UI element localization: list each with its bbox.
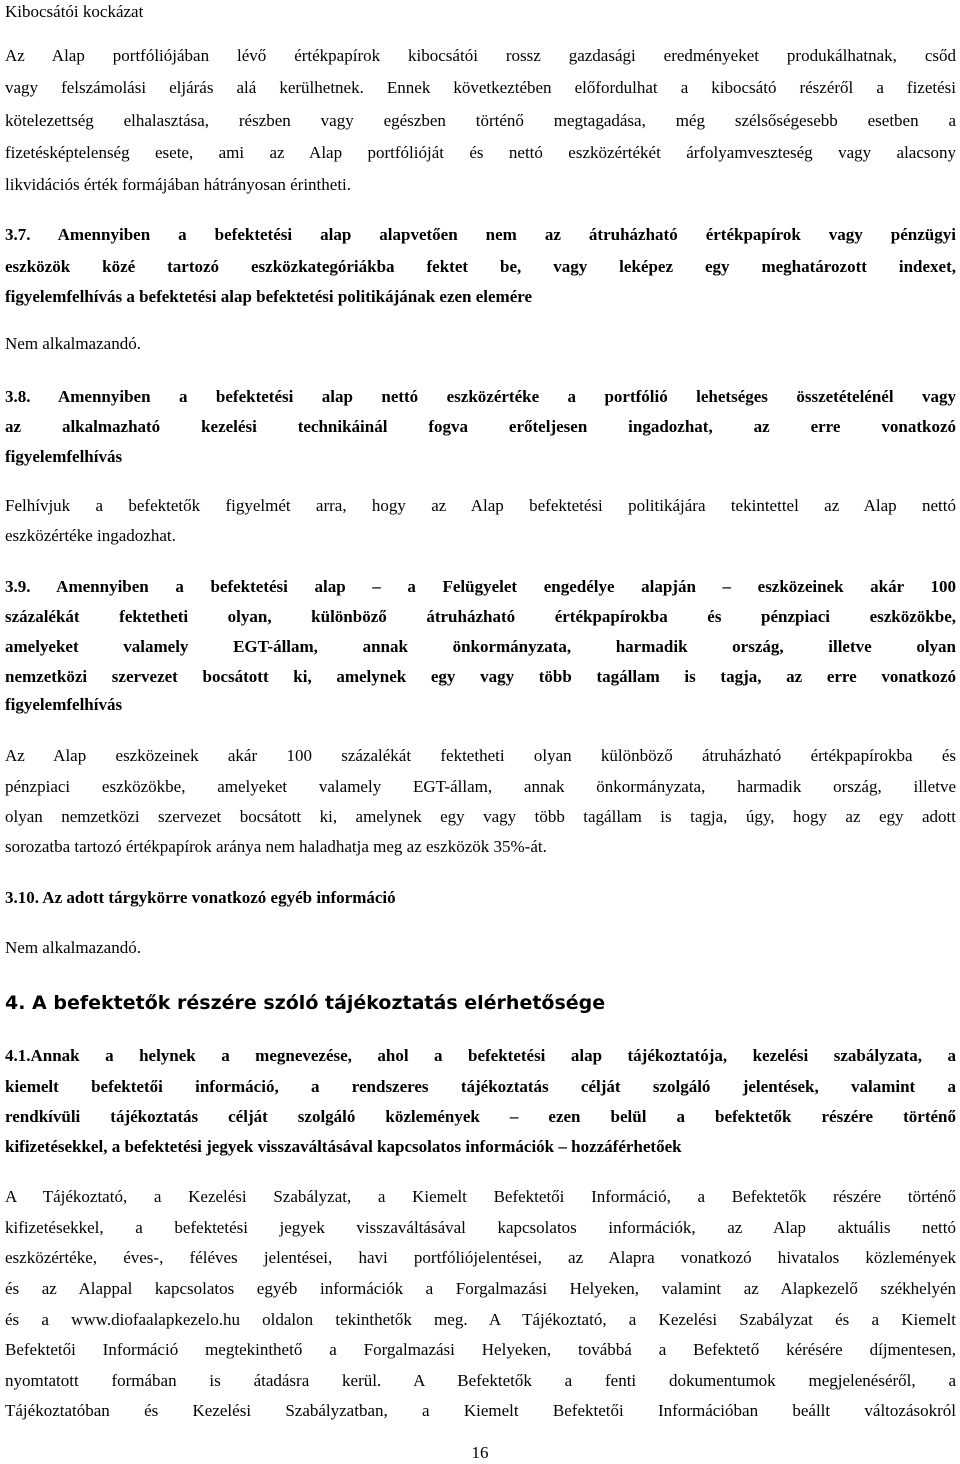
heading-4: 4. A befektetők részére szóló tájékoztatás elérhetősége [5, 992, 606, 1014]
paragraph-line: nyomtatott formában is átadásra kerül. A Befektetők a fenti dokumentumok megjelenéséről, a [5, 1371, 956, 1390]
heading-3-9-line: amelyeket valamely EGT-állam, annak önkormányzata, harmadik ország, illetve olyan [5, 637, 956, 656]
paragraph-line: Az Alap eszközeinek akár 100 százalékát fektetheti olyan különböző átruházható értékpapírokba és [5, 746, 956, 765]
paragraph-line: Felhívjuk a befektetők figyelmét arra, hogy az Alap befektetési politikájára tekintettel az Alap nettó [5, 496, 956, 515]
heading-3-8-line: az alkalmazható kezelési technikáinál fogva erőteljesen ingadozhat, az erre vonatkozó [5, 417, 956, 436]
paragraph-line: Tájékoztatóban és Kezelési Szabályzatban, a Kiemelt Befektetői Információban beállt változásokról [5, 1401, 956, 1420]
heading-3-10: 3.10. Az adott tárgykörre vonatkozó egyéb információ [5, 888, 396, 907]
paragraph-line: pénzpiaci eszközökbe, amelyeket valamely EGT-állam, annak önkormányzata, harmadik ország, illetve [5, 777, 956, 796]
paragraph-line: és a www.diofaalapkezelo.hu oldalon tekinthetők meg. A Tájékoztató, a Kezelési Szabályzat és a Kiemelt [5, 1310, 956, 1329]
paragraph-line: fizetésképtelenség esete, ami az Alap portfólióját és nettó eszközértékét árfolyamveszteség vagy alacsony [5, 143, 956, 162]
paragraph-line: eszközértéke, éves-, féléves jelentései, havi portfóliójelentései, az Alapra vonatkozó hivatalos közlemények [5, 1248, 956, 1267]
paragraph-line: Az Alap portfóliójában lévő értékpapírok kibocsátói rossz gazdasági eredményeket produkálhatnak, csőd [5, 46, 956, 65]
heading-3-8-line: 3.8. Amennyiben a befektetési alap nettó eszközértéke a portfólió lehetséges összetételénél vagy [5, 387, 956, 406]
paragraph-line: kötelezettség elhalasztása, részben vagy egészben történő megtagadása, még szélsőségesebb esetben a [5, 111, 956, 130]
paragraph-line: likvidációs érték formájában hátrányosan érintheti. [5, 175, 352, 194]
heading-4-1-line: kiemelt befektetői információ, a rendszeres tájékoztatás célját szolgáló jelentések, valamint a [5, 1077, 956, 1096]
paragraph-line: sorozatba tartozó értékpapírok aránya nem haladhatja meg az eszközök 35%-át. [5, 837, 547, 856]
heading-3-7-line: eszközök közé tartozó eszközkategóriákba fektet be, vagy leképez egy meghatározott indexet, [5, 257, 956, 276]
paragraph-line: Befektetői Információ megtekinthető a Forgalmazási Helyeken, továbbá a Befektető kérésére díjmentesen, [5, 1340, 956, 1359]
heading-3-9-line: százalékát fektetheti olyan, különböző átruházható értékpapírokba és pénzpiaci eszközökbe, [5, 607, 956, 626]
section-title-issuer-risk: Kibocsátói kockázat [5, 2, 144, 21]
paragraph-line: eszközértéke ingadozhat. [5, 526, 176, 545]
heading-3-7-line: figyelemfelhívás a befektetési alap befektetési politikájának ezen elemére [5, 287, 533, 306]
paragraph-line: vagy felszámolási eljárás alá kerülhetnek. Ennek következtében előfordulhat a kibocsátó részéről a fizetési [5, 78, 956, 97]
page-number: 16 [471, 1443, 489, 1462]
heading-3-9-line: 3.9. Amennyiben a befektetési alap – a Felügyelet engedélye alapján – eszközeinek akár 100 [5, 577, 956, 596]
paragraph-not-applicable: Nem alkalmazandó. [5, 938, 141, 957]
paragraph-line: A Tájékoztató, a Kezelési Szabályzat, a Kiemelt Befektetői Információ, a Befektetők részére történő [5, 1187, 956, 1206]
paragraph-line: olyan nemzetközi szervezet bocsátott ki, amelynek egy vagy több tagállam is tagja, úgy, hogy az egy adott [5, 807, 956, 826]
heading-4-1-line: 4.1.Annak a helynek a megnevezése, ahol a befektetési alap tájékoztatója, kezelési szabályzata, a [5, 1046, 956, 1065]
heading-3-7-line: 3.7. Amennyiben a befektetési alap alapvetően nem az átruházható értékpapírok vagy pénzügyi [5, 225, 956, 244]
paragraph-line: kifizetésekkel, a befektetési jegyek visszaváltásával kapcsolatos információk, az Alap aktuális nettó [5, 1218, 956, 1237]
heading-3-9-line: nemzetközi szervezet bocsátott ki, amelynek egy vagy több tagállam is tagja, az erre vonatkozó [5, 667, 956, 686]
paragraph-line: és az Alappal kapcsolatos egyéb információk a Forgalmazási Helyeken, valamint az Alapkezelő székhelyén [5, 1279, 956, 1298]
heading-3-9-line: figyelemfelhívás [5, 695, 123, 714]
heading-4-1-line: rendkívüli tájékoztatás célját szolgáló közlemények – ezen belül a befektetők részére történő [5, 1107, 956, 1126]
heading-4-1-line: kifizetésekkel, a befektetési jegyek visszaváltásával kapcsolatos információk – hozzáférhetőek [5, 1137, 682, 1156]
heading-3-8-line: figyelemfelhívás [5, 447, 123, 466]
paragraph-not-applicable: Nem alkalmazandó. [5, 334, 141, 353]
